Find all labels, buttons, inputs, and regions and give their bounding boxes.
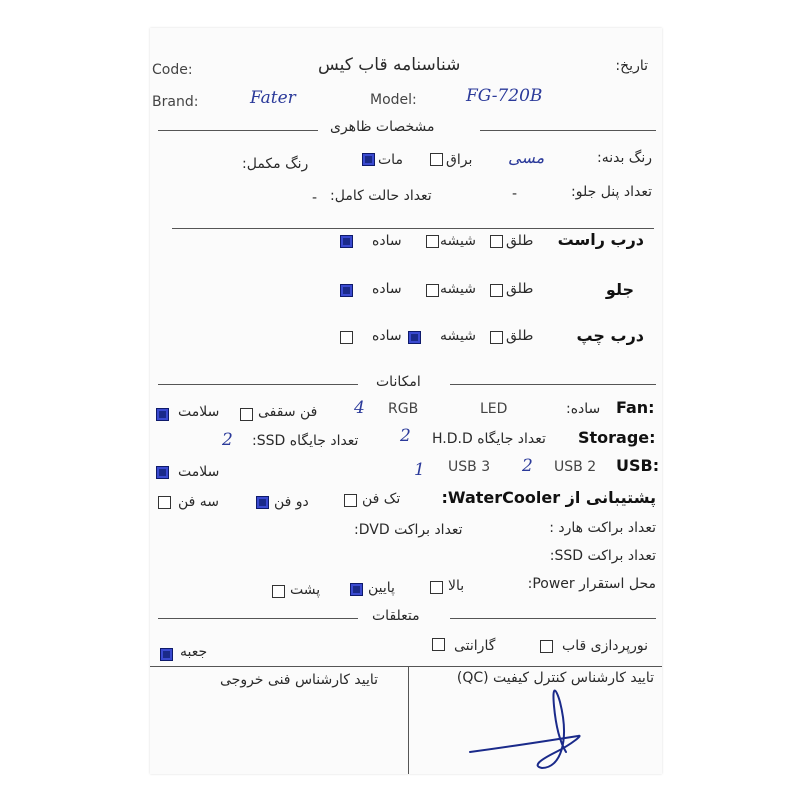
- usb3-value: 1: [414, 460, 425, 480]
- ssd-count-label: تعداد جایگاه SSD:: [252, 433, 359, 449]
- usb-healthy-label: سلامت: [178, 464, 220, 480]
- left-door-label: درب چپ: [576, 326, 644, 345]
- front-glass-checkbox[interactable]: [426, 284, 439, 297]
- box-checkbox[interactable]: [160, 648, 173, 661]
- watercooler-label: پشتیبانی از WaterCooler:: [441, 488, 656, 507]
- appearance-title: مشخصات ظاهری: [330, 119, 435, 135]
- features-title: امکانات: [376, 374, 421, 390]
- roof-fan-checkbox[interactable]: [240, 408, 253, 421]
- double-fan-checkbox[interactable]: [256, 496, 269, 509]
- single-fan-checkbox[interactable]: [344, 494, 357, 507]
- fan-led-label: LED: [480, 401, 508, 417]
- front-option-metal: طلق: [506, 281, 534, 297]
- right-door-option-glass: شیشه: [440, 233, 476, 249]
- warranty-checkbox[interactable]: [432, 638, 445, 651]
- power-bottom-checkbox[interactable]: [350, 583, 363, 596]
- divider: [450, 618, 656, 619]
- power-back-label: پشت: [290, 582, 321, 598]
- divider: [158, 618, 358, 619]
- left-door-metal-checkbox[interactable]: [490, 331, 503, 344]
- case-lighting-label: نورپردازی قاب: [562, 638, 648, 654]
- left-door-plain-checkbox[interactable]: [340, 331, 353, 344]
- left-door-glass-checkbox[interactable]: [408, 331, 421, 344]
- glossy-checkbox[interactable]: [430, 153, 443, 166]
- code-label: Code:: [152, 62, 193, 78]
- front-panel-count-label: تعداد پنل جلو:: [571, 184, 652, 200]
- power-back-checkbox[interactable]: [272, 585, 285, 598]
- double-fan-label: دو فن: [274, 494, 309, 510]
- left-door-option-plain: ساده: [372, 328, 402, 344]
- single-fan-label: تک فن: [362, 491, 401, 507]
- full-state-count-label: تعداد حالت کامل:: [330, 188, 432, 204]
- left-door-option-glass: شیشه: [440, 328, 476, 344]
- right-door-metal-checkbox[interactable]: [490, 235, 503, 248]
- ssd-bracket-label: تعداد براکت SSD:: [549, 548, 656, 564]
- ssd-count-value: 2: [222, 430, 233, 450]
- front-label: جلو: [605, 280, 634, 299]
- case-lighting-checkbox[interactable]: [540, 640, 553, 653]
- divider: [172, 228, 654, 229]
- qc-signature: [460, 682, 610, 772]
- right-door-option-metal: طلق: [506, 233, 534, 249]
- fan-healthy-checkbox[interactable]: [156, 408, 169, 421]
- model-label: Model:: [370, 92, 417, 108]
- roof-fan-label: فن سقفی: [258, 404, 318, 420]
- right-door-plain-checkbox[interactable]: [340, 235, 353, 248]
- front-option-plain: ساده: [372, 281, 402, 297]
- power-location-label: محل استقرار Power:: [527, 576, 656, 592]
- model-value: FG-720B: [466, 86, 543, 106]
- full-state-count-value: -: [312, 190, 318, 206]
- front-metal-checkbox[interactable]: [490, 284, 503, 297]
- qc-approval-label: تایید کارشناس کنترل کیفیت (QC): [456, 670, 654, 686]
- divider: [480, 130, 656, 131]
- dvd-bracket-label: تعداد براکت DVD:: [354, 522, 463, 538]
- brand-label: Brand:: [152, 94, 199, 110]
- hdd-bracket-label: تعداد براکت هارد :: [549, 520, 656, 536]
- complementary-color-label: رنگ مکمل:: [242, 156, 309, 172]
- date-label: تاریخ:: [615, 58, 648, 74]
- usb-healthy-checkbox[interactable]: [156, 466, 169, 479]
- usb2-label: USB 2: [554, 459, 597, 475]
- left-door-option-metal: طلق: [506, 328, 534, 344]
- tech-approval-label: تایید کارشناس فنی خروجی: [220, 672, 379, 688]
- hdd-count-value: 2: [400, 426, 411, 446]
- divider: [158, 130, 318, 131]
- form-sheet: [150, 28, 662, 774]
- fan-plain-label: ساده:: [566, 401, 601, 417]
- divider: [150, 666, 662, 667]
- signature-divider: [408, 666, 409, 774]
- front-plain-checkbox[interactable]: [340, 284, 353, 297]
- fan-rgb-label: RGB: [388, 401, 419, 417]
- brand-value: Fater: [250, 88, 296, 108]
- matte-label: مات: [378, 152, 403, 168]
- warranty-label: گارانتی: [454, 638, 496, 654]
- usb3-label: USB 3: [448, 459, 491, 475]
- body-color-value: مسی: [508, 148, 545, 167]
- front-panel-count-value: -: [512, 186, 518, 202]
- right-door-option-plain: ساده: [372, 233, 402, 249]
- front-option-glass: شیشه: [440, 281, 476, 297]
- box-label: جعبه: [180, 644, 208, 660]
- triple-fan-label: سه فن: [178, 494, 220, 510]
- accessories-title: متعلقات: [372, 608, 420, 624]
- power-bottom-label: پایین: [368, 580, 395, 596]
- body-color-label: رنگ بدنه:: [596, 150, 652, 166]
- storage-label: Storage:: [578, 428, 656, 447]
- form-title: شناسنامه قاب کیس: [318, 55, 461, 75]
- hdd-count-label: تعداد جایگاه H.D.D: [432, 431, 546, 447]
- power-top-label: بالا: [448, 578, 465, 594]
- usb-label: USB:: [616, 456, 660, 475]
- matte-checkbox[interactable]: [362, 153, 375, 166]
- divider: [450, 384, 656, 385]
- triple-fan-checkbox[interactable]: [158, 496, 171, 509]
- fan-label: Fan:: [616, 398, 655, 417]
- usb2-value: 2: [522, 456, 533, 476]
- fan-healthy-label: سلامت: [178, 404, 220, 420]
- right-door-glass-checkbox[interactable]: [426, 235, 439, 248]
- power-top-checkbox[interactable]: [430, 581, 443, 594]
- fan-rgb-value: 4: [354, 398, 365, 418]
- glossy-label: براق: [446, 152, 473, 168]
- divider: [158, 384, 358, 385]
- right-door-label: درب راست: [557, 230, 644, 249]
